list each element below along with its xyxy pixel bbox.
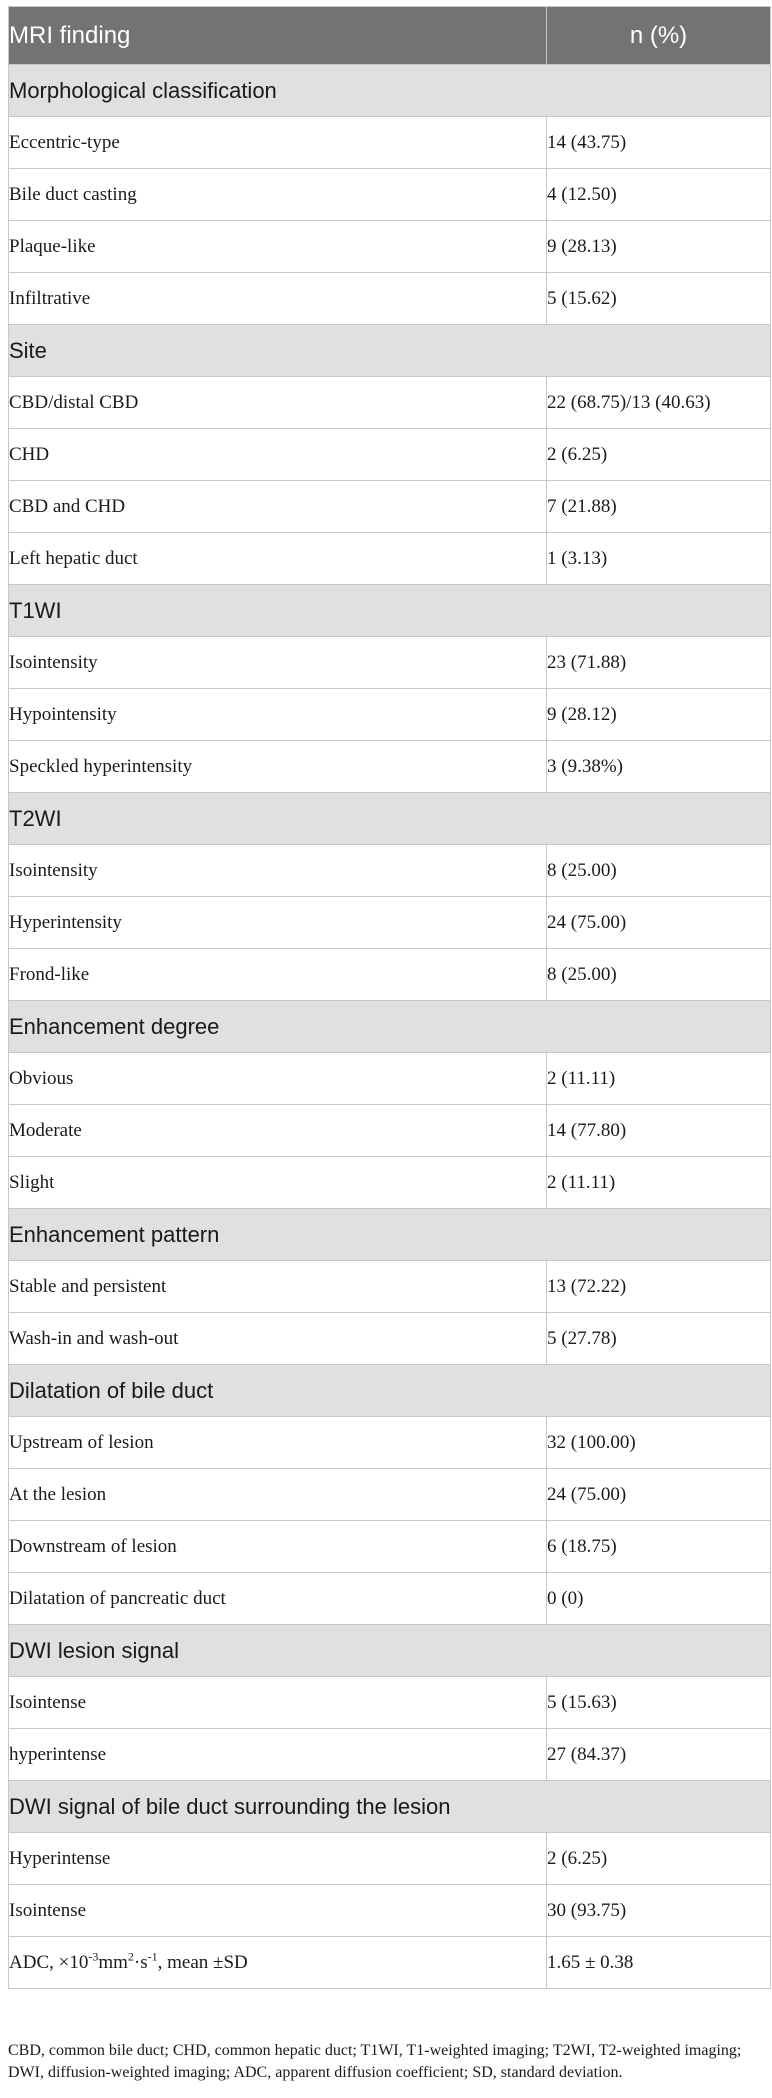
adc-label-pre: ADC, ×10 bbox=[9, 1951, 89, 1973]
table-row bbox=[9, 949, 771, 1001]
adc-row bbox=[9, 1937, 771, 1989]
row-value: 7 (21.88) bbox=[547, 481, 771, 533]
row-label: Hyperintense bbox=[9, 1833, 547, 1885]
row-label: Bile duct casting bbox=[9, 169, 547, 221]
row-value: 24 (75.00) bbox=[547, 1469, 771, 1521]
table-row bbox=[9, 1105, 771, 1157]
row-value: 8 (25.00) bbox=[547, 845, 771, 897]
table-header-row bbox=[9, 7, 771, 65]
section-title: Dilatation of bile duct bbox=[9, 1365, 771, 1417]
table-row bbox=[9, 429, 771, 481]
table-row bbox=[9, 1833, 771, 1885]
row-label: Speckled hyperintensity bbox=[9, 741, 547, 793]
section-title: T2WI bbox=[9, 793, 771, 845]
table-row bbox=[9, 1729, 771, 1781]
section-row bbox=[9, 65, 771, 117]
table-row bbox=[9, 689, 771, 741]
section-title: Site bbox=[9, 325, 771, 377]
table-row bbox=[9, 1053, 771, 1105]
adc-value: 1.65 ± 0.38 bbox=[547, 1937, 771, 1989]
row-label: Infiltrative bbox=[9, 273, 547, 325]
row-label: CBD and CHD bbox=[9, 481, 547, 533]
row-label: Isointense bbox=[9, 1885, 547, 1937]
table-footnote: CBD, common bile duct; CHD, common hepatic duct; T1WI, T1-weighted imaging; T2WI, T2-weighted imaging; DWI, diffusion-weighted imaging; ADC, apparent diffusion coefficient; SD, standard deviation. bbox=[8, 2042, 742, 2081]
table-row bbox=[9, 117, 771, 169]
row-value: 2 (6.25) bbox=[547, 429, 771, 481]
adc-label-post: , mean ±SD bbox=[157, 1951, 248, 1973]
section-row bbox=[9, 1209, 771, 1261]
adc-sup-exponent: -3 bbox=[88, 1949, 99, 1964]
table-row bbox=[9, 897, 771, 949]
row-value: 30 (93.75) bbox=[547, 1885, 771, 1937]
table-row bbox=[9, 845, 771, 897]
adc-label-mid: mm bbox=[98, 1951, 128, 1973]
row-value: 3 (9.38%) bbox=[547, 741, 771, 793]
row-value: 32 (100.00) bbox=[547, 1417, 771, 1469]
section-title: Morphological classification bbox=[9, 65, 771, 117]
row-label: Downstream of lesion bbox=[9, 1521, 547, 1573]
table-row bbox=[9, 273, 771, 325]
row-value: 6 (18.75) bbox=[547, 1521, 771, 1573]
adc-label-mid2: ·s bbox=[133, 1951, 148, 1973]
row-label: Isointense bbox=[9, 1677, 547, 1729]
row-value: 23 (71.88) bbox=[547, 637, 771, 689]
row-value: 22 (68.75)/13 (40.63) bbox=[547, 377, 771, 429]
table-row bbox=[9, 377, 771, 429]
row-value: 2 (6.25) bbox=[547, 1833, 771, 1885]
table-row bbox=[9, 481, 771, 533]
table-row bbox=[9, 221, 771, 273]
row-label: Isointensity bbox=[9, 845, 547, 897]
row-label: Frond-like bbox=[9, 949, 547, 1001]
column-header-n-percent: n (%) bbox=[547, 7, 771, 65]
row-label: Left hepatic duct bbox=[9, 533, 547, 585]
section-title: DWI lesion signal bbox=[9, 1625, 771, 1677]
section-title: Enhancement pattern bbox=[9, 1209, 771, 1261]
row-label: Slight bbox=[9, 1157, 547, 1209]
section-row bbox=[9, 1365, 771, 1417]
row-value: 8 (25.00) bbox=[547, 949, 771, 1001]
mri-findings-table bbox=[8, 6, 771, 1989]
row-label: Hyperintensity bbox=[9, 897, 547, 949]
table-row bbox=[9, 1313, 771, 1365]
table-row bbox=[9, 1417, 771, 1469]
row-label: Moderate bbox=[9, 1105, 547, 1157]
row-label: Eccentric-type bbox=[9, 117, 547, 169]
table-row bbox=[9, 1677, 771, 1729]
row-label: Obvious bbox=[9, 1053, 547, 1105]
row-value: 0 (0) bbox=[547, 1573, 771, 1625]
section-row bbox=[9, 585, 771, 637]
row-value: 5 (15.62) bbox=[547, 273, 771, 325]
row-value: 14 (77.80) bbox=[547, 1105, 771, 1157]
adc-sup-inverse: -1 bbox=[147, 1949, 158, 1964]
row-label: Dilatation of pancreatic duct bbox=[9, 1573, 547, 1625]
section-row bbox=[9, 1001, 771, 1053]
table-row bbox=[9, 1521, 771, 1573]
table-row bbox=[9, 741, 771, 793]
section-row bbox=[9, 793, 771, 845]
row-label: At the lesion bbox=[9, 1469, 547, 1521]
table-row bbox=[9, 637, 771, 689]
row-value: 5 (27.78) bbox=[547, 1313, 771, 1365]
table-row bbox=[9, 1469, 771, 1521]
row-label: Wash-in and wash-out bbox=[9, 1313, 547, 1365]
row-value: 5 (15.63) bbox=[547, 1677, 771, 1729]
row-value: 2 (11.11) bbox=[547, 1053, 771, 1105]
section-title: DWI signal of bile duct surrounding the lesion bbox=[9, 1781, 771, 1833]
row-label: Hypointensity bbox=[9, 689, 547, 741]
row-value: 24 (75.00) bbox=[547, 897, 771, 949]
row-value: 9 (28.12) bbox=[547, 689, 771, 741]
row-value: 1 (3.13) bbox=[547, 533, 771, 585]
row-value: 4 (12.50) bbox=[547, 169, 771, 221]
section-row bbox=[9, 1625, 771, 1677]
column-header-mri-finding: MRI finding bbox=[9, 7, 547, 65]
table-row bbox=[9, 1573, 771, 1625]
row-value: 2 (11.11) bbox=[547, 1157, 771, 1209]
table-row bbox=[9, 1261, 771, 1313]
section-title: T1WI bbox=[9, 585, 771, 637]
row-value: 9 (28.13) bbox=[547, 221, 771, 273]
row-label: hyperintense bbox=[9, 1729, 547, 1781]
row-label: Stable and persistent bbox=[9, 1261, 547, 1313]
section-title: Enhancement degree bbox=[9, 1001, 771, 1053]
table-row bbox=[9, 1157, 771, 1209]
section-row bbox=[9, 325, 771, 377]
adc-sup-square: 2 bbox=[127, 1949, 134, 1964]
row-label: Plaque-like bbox=[9, 221, 547, 273]
table-row bbox=[9, 169, 771, 221]
table-row bbox=[9, 533, 771, 585]
table-row bbox=[9, 1885, 771, 1937]
row-value: 14 (43.75) bbox=[547, 117, 771, 169]
section-row bbox=[9, 1781, 771, 1833]
adc-label bbox=[9, 1937, 547, 1989]
row-label: Upstream of lesion bbox=[9, 1417, 547, 1469]
row-label: Isointensity bbox=[9, 637, 547, 689]
row-label: CHD bbox=[9, 429, 547, 481]
row-value: 27 (84.37) bbox=[547, 1729, 771, 1781]
row-value: 13 (72.22) bbox=[547, 1261, 771, 1313]
row-label: CBD/distal CBD bbox=[9, 377, 547, 429]
